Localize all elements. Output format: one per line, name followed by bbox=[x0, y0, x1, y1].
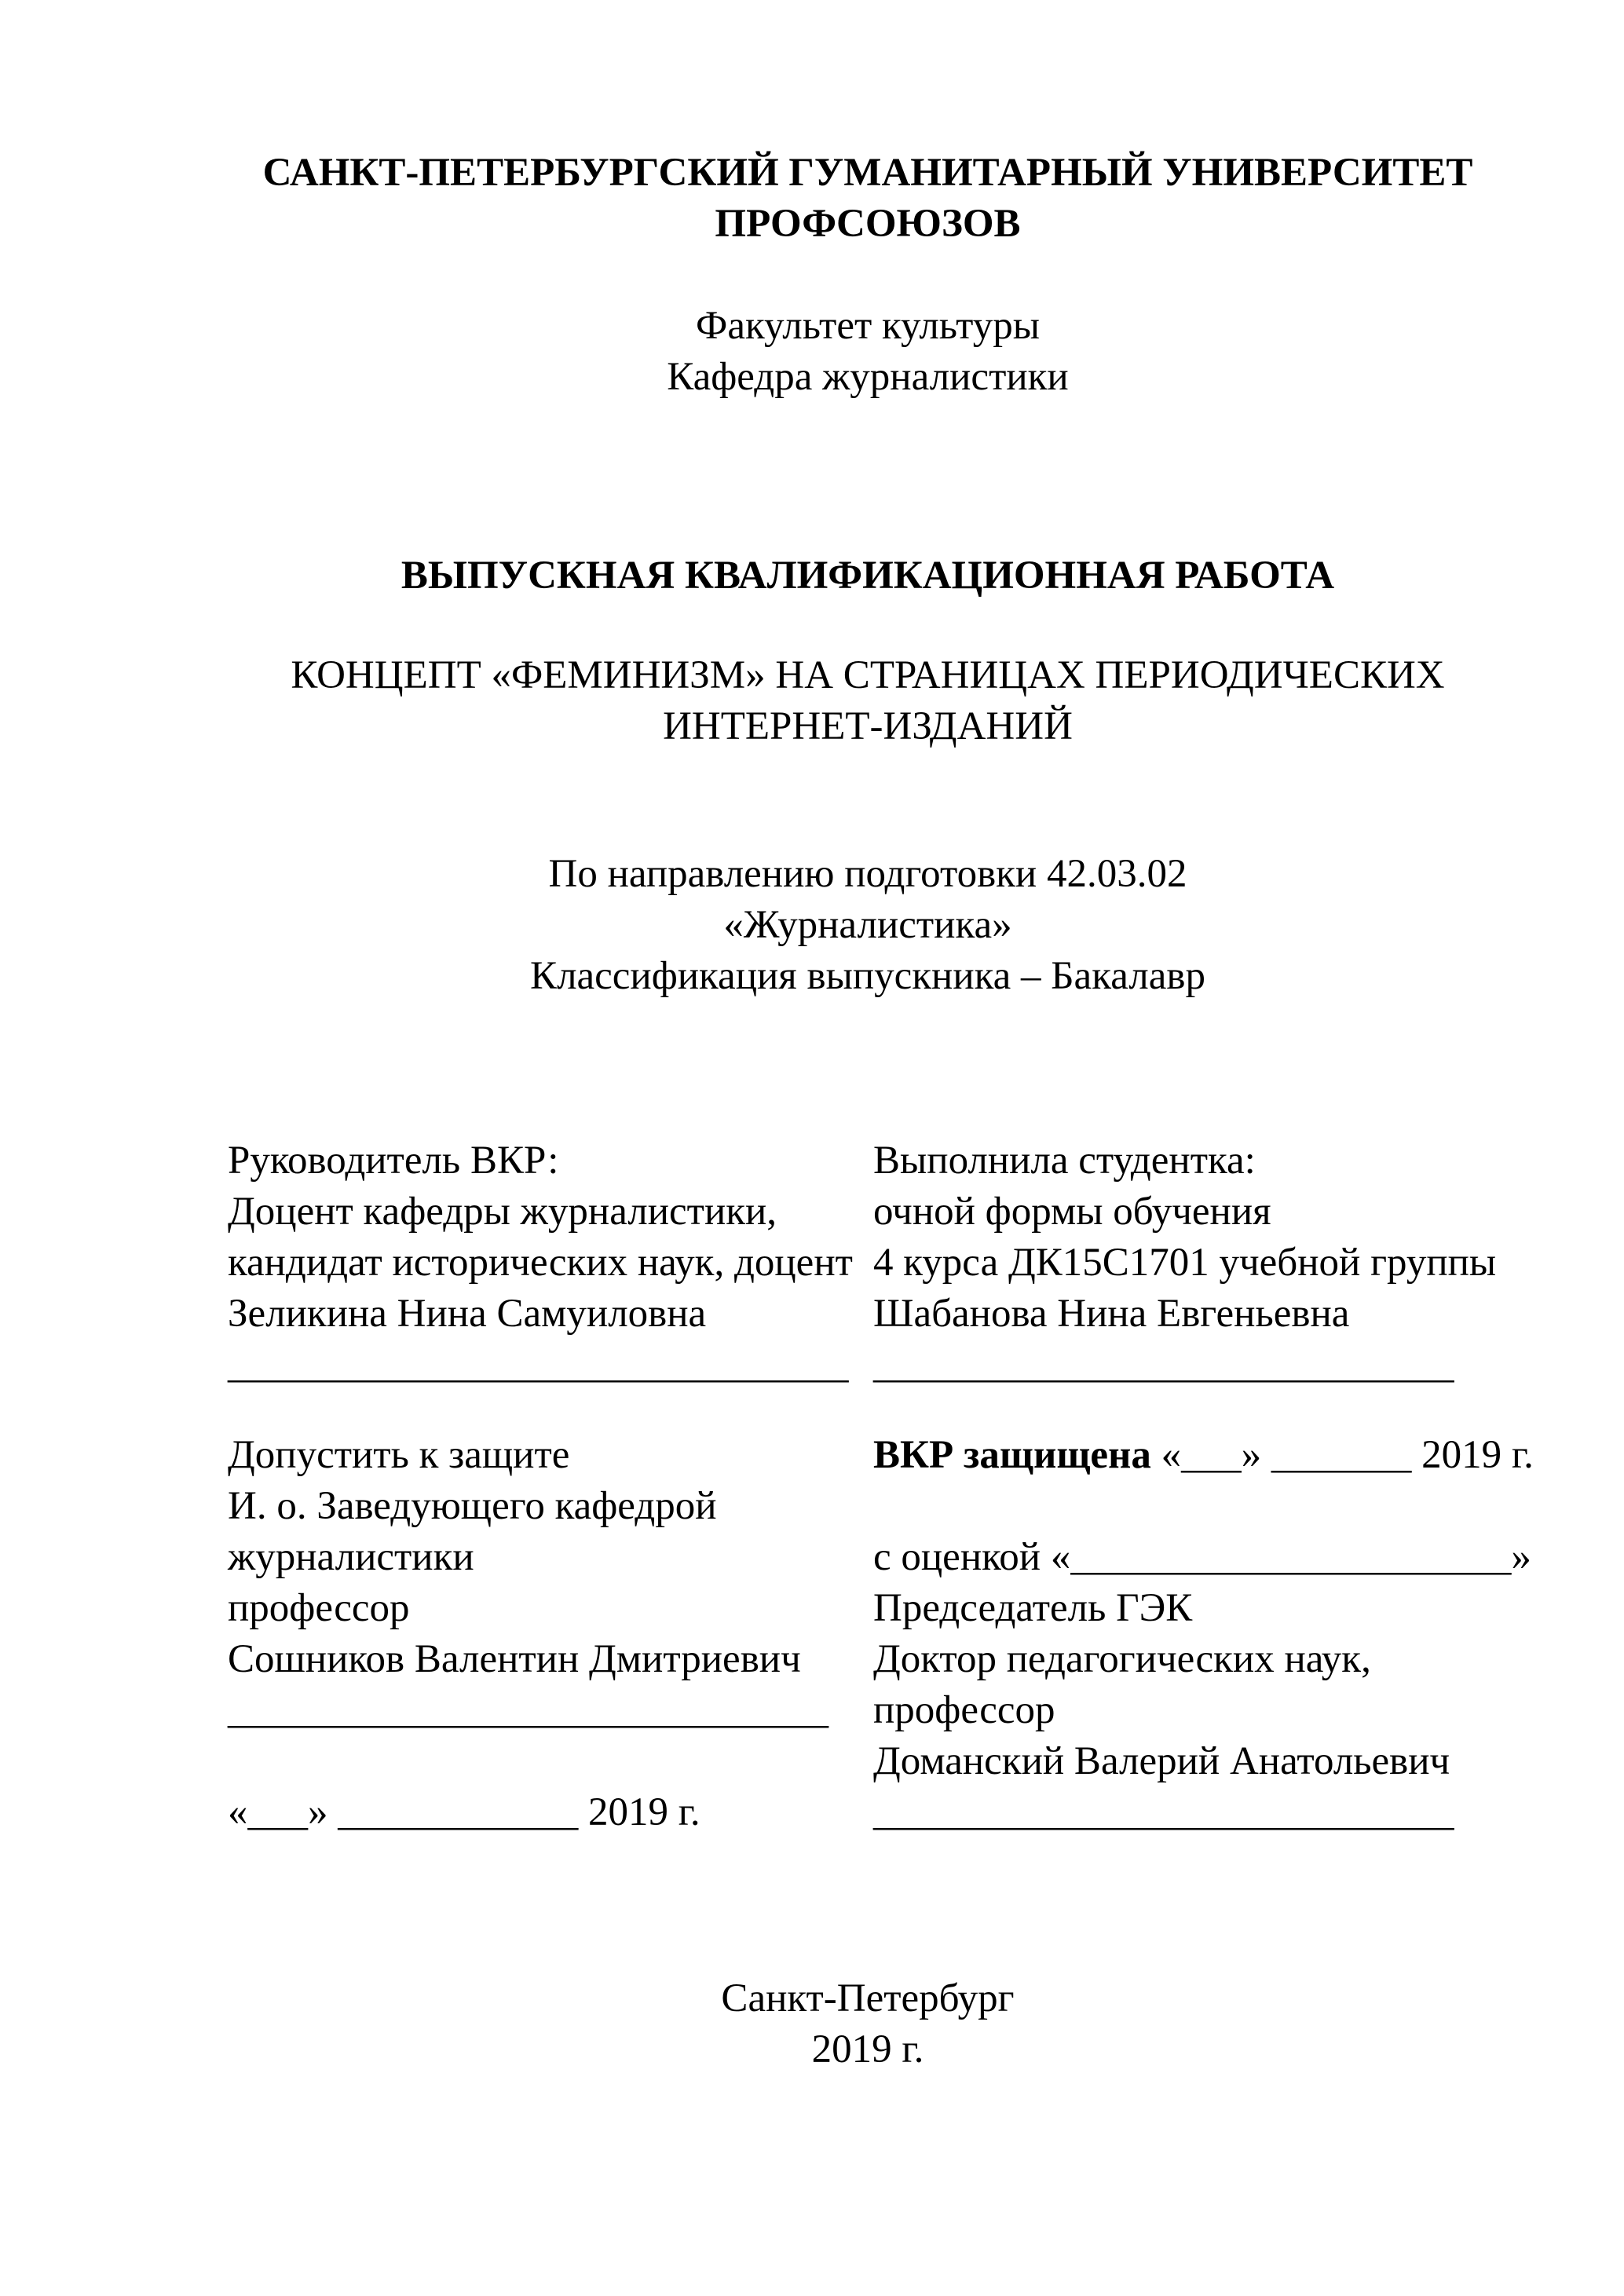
gek-chair-degree: Доктор педагогических наук, bbox=[873, 1637, 1371, 1681]
work-type-title bbox=[228, 550, 1508, 601]
head-name: Сошников Валентин Дмитриевич bbox=[228, 1637, 801, 1681]
two-column-row bbox=[228, 1634, 1508, 1685]
two-column-row bbox=[228, 1135, 1508, 1186]
city-label: Санкт-Петербург bbox=[721, 1976, 1015, 2020]
degree-info bbox=[228, 849, 1508, 1002]
two-column-row bbox=[228, 1787, 1508, 1838]
vertical-spacer bbox=[228, 1391, 1508, 1430]
thesis-topic bbox=[228, 650, 1508, 752]
signature-columns bbox=[228, 1135, 1534, 1838]
two-column-row bbox=[228, 1289, 1508, 1340]
two-column-row bbox=[228, 1736, 1508, 1787]
footer-block bbox=[228, 1973, 1508, 2075]
student-study-form: очной формы обучения bbox=[873, 1190, 1271, 1234]
gek-chair-signature-line: _____________________________ bbox=[873, 1790, 1454, 1834]
two-column-row bbox=[228, 1583, 1508, 1634]
two-column-row bbox=[228, 1238, 1508, 1289]
supervisor-header: Руководитель ВКР: bbox=[228, 1139, 559, 1183]
defense-label: ВКР защищена bbox=[873, 1433, 1151, 1477]
gek-chair-title: профессор bbox=[873, 1688, 1055, 1732]
defense-date-line bbox=[873, 1430, 1534, 1481]
grade-blank-line: с оценкой «______________________» bbox=[873, 1535, 1531, 1579]
department-name: Кафедра журналистики bbox=[667, 355, 1069, 399]
student-signature-line: _____________________________ bbox=[873, 1343, 1454, 1387]
faculty-name: Факультет культуры bbox=[696, 304, 1040, 348]
empty-cell bbox=[873, 1481, 1508, 1532]
degree-classification: Классификация выпускника – Бакалавр bbox=[530, 954, 1205, 998]
two-column-row bbox=[228, 1685, 1508, 1736]
two-column-row bbox=[228, 1186, 1508, 1238]
thesis-topic-line2: ИНТЕРНЕТ-ИЗДАНИЙ bbox=[663, 704, 1073, 748]
admission-header: Допустить к защите bbox=[228, 1433, 570, 1477]
defense-date-blank: «___» _______ 2019 г. bbox=[1150, 1433, 1534, 1477]
head-of-department-line1: И. о. Заведующего кафедрой bbox=[228, 1484, 717, 1528]
faculty-department-block bbox=[228, 301, 1508, 403]
supervisor-name: Зеликина Нина Самуиловна bbox=[228, 1292, 707, 1336]
supervisor-signature-line: _______________________________ bbox=[228, 1343, 849, 1387]
thesis-topic-line1: КОНЦЕПТ «ФЕМИНИЗМ» НА СТРАНИЦАХ ПЕРИОДИЧЕСКИХ bbox=[291, 653, 1445, 697]
university-name bbox=[228, 148, 1508, 250]
head-of-department-line2: журналистики bbox=[228, 1535, 474, 1579]
gek-chair-name: Доманский Валерий Анатольевич bbox=[873, 1739, 1450, 1783]
supervisor-position: Доцент кафедры журналистики, bbox=[228, 1190, 777, 1234]
student-name: Шабанова Нина Евгеньевна bbox=[873, 1292, 1350, 1336]
two-column-row bbox=[228, 1340, 1508, 1391]
student-group: 4 курса ДК15С1701 учебной группы bbox=[873, 1241, 1497, 1285]
student-header: Выполнила студентка: bbox=[873, 1139, 1256, 1183]
two-column-row bbox=[228, 1532, 1531, 1583]
empty-cell bbox=[228, 1736, 873, 1787]
two-column-row bbox=[228, 1430, 1534, 1481]
year-label: 2019 г. bbox=[811, 2027, 924, 2071]
head-signature-line: ______________________________ bbox=[228, 1688, 828, 1732]
admission-date-blank: «___» ____________ 2019 г. bbox=[228, 1790, 700, 1834]
degree-specialty: «Журналистика» bbox=[723, 903, 1012, 947]
university-name-line2: ПРОФСОЮЗОВ bbox=[715, 202, 1021, 246]
university-name-line1: САНКТ-ПЕТЕРБУРГСКИЙ ГУМАНИТАРНЫЙ УНИВЕРСИТЕТ bbox=[262, 151, 1473, 195]
head-title-professor: профессор bbox=[228, 1586, 410, 1630]
two-column-row bbox=[228, 1481, 1508, 1532]
supervisor-degree: кандидат исторических наук, доцент bbox=[228, 1241, 853, 1285]
gek-chair-header: Председатель ГЭК bbox=[873, 1586, 1193, 1630]
degree-direction: По направлению подготовки 42.03.02 bbox=[548, 852, 1187, 896]
work-type-label: ВЫПУСКНАЯ КВАЛИФИКАЦИОННАЯ РАБОТА bbox=[401, 554, 1335, 598]
